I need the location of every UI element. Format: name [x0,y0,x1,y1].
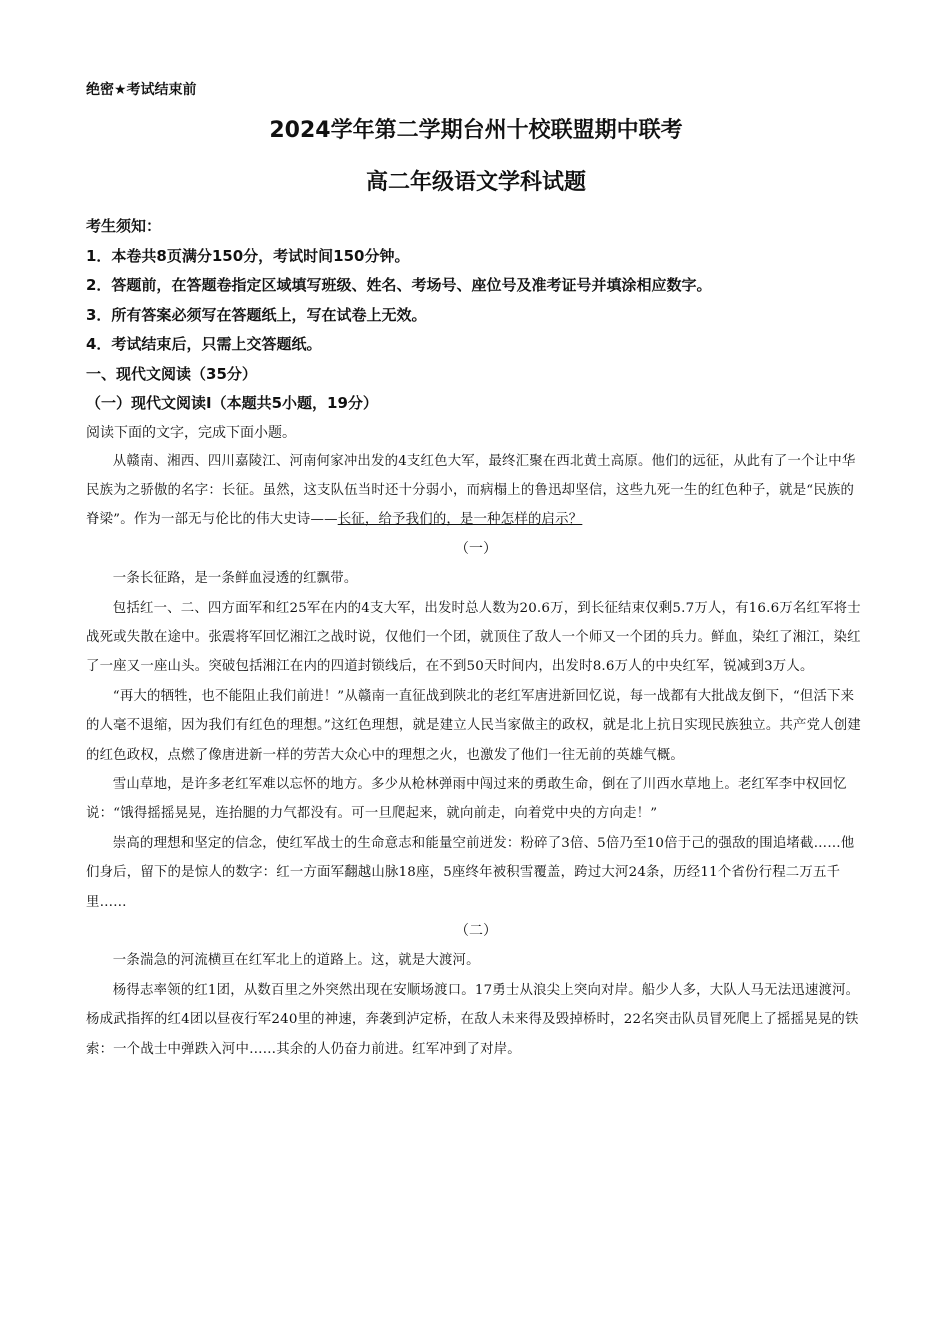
part-one-marker: （一） [455,540,497,557]
notice-item-2: 2．答题前，在答题卷指定区域填写班级、姓名、考场号、座位号及准考证号并填涂相应数字。 [86,276,712,294]
paragraph: 一条湍急的河流横亘在红军北上的道路上。这，就是大渡河。 [112,953,480,969]
subsection-heading: （一）现代文阅读Ⅰ（本题共5小题，19分） [86,394,378,412]
paragraph: 崇高的理想和坚定的信念，使红军战士的生命意志和能量空前迸发：粉碎了3倍、5倍乃至10倍于己的强敌的围追堵截……他们身后，留下的是惊人的数字：红一方面军翻越山脉18座，5座终年被积雪覆盖，跨过大河24条，历经11个省份行程二万五千里…… [86,835,855,910]
notice-item-1: 1．本卷共8页满分150分，考试时间150分钟。 [86,246,410,265]
exam-title: 2024学年第二学期台州十校联盟期中联考 [269,118,683,143]
part-two-marker: （二） [455,923,497,939]
paragraph: 杨得志率领的红1团，从数百里之外突然出现在安顺场渡口。17勇士从浪尖上突向对岸。船少人多，大队人马无法迅速渡河。杨成武指挥的红4团以昼夜行军240里的神速，奔袭到泸定桥，在敌人未来得及毁掉桥时，22名突击队员冒死爬上了摇摇晃晃的铁索：一个战士中弹跌入河中……其余的人仍奋力前进。红军冲到了对岸。 [86,982,860,1057]
paragraph: 包括红一、二、四方面军和红25军在内的4支大军，出发时总人数为20.6万，到长征结束仅剩5.7万人，有16.6万名红军将士战死或失散在途中。张震将军回忆湘江之战时说，仅他们一个团，就顶住了敌人一个师又一个团的兵力。鲜血，染红了湘江，染红了一座又一座山头。突破包括湘江在内的四道封锁线后，在不到50天时间内，出发时8.6万人的中央红军，锐减到3万人。 [86,600,861,675]
paragraph: 一条长征路，是一条鲜血浸透的红飘带。 [112,571,358,587]
lead-paragraph [86,447,866,535]
reading-instruction: 阅读下面的文字，完成下面小题。 [86,424,296,441]
notice-item-3: 3．所有答案必须写在答题纸上，写在试卷上无效。 [86,305,427,324]
exam-page [86,80,866,1064]
notice-item-4: 4．考试结束后，只需上交答题纸。 [86,335,322,353]
notice-heading: 考生须知： [86,217,162,235]
section-heading: 一、现代文阅读（35分） [86,364,257,383]
confidential-mark: 绝密★考试结束前 [86,82,197,98]
paragraph: “再大的牺牲，也不能阻止我们前进！”从赣南一直征战到陕北的老红军唐进新回忆说，每一战都有大批战友倒下，“但活下来的人毫不退缩，因为我们有红色的理想。”这红色理想，就是建立人民当家做主的政权，就是北上抗日实现民族独立。共产党人创建的红色政权，点燃了像唐进新一样的劳苦大众心中的理想之火，也激发了他们一往无前的英雄气概。 [86,688,862,763]
paragraph: 雪山草地，是许多老红军难以忘怀的地方。多少从枪林弹雨中闯过来的勇敢生命，倒在了川西水草地上。老红军李中权回忆说：“饿得摇摇晃晃，连抬腿的力气都没有。可一旦爬起来，就向前走，向着党中央的方向走！” [86,776,847,822]
exam-subtitle: 高二年级语文学科试题 [365,170,586,195]
lead-text: 从赣南、湘西、四川嘉陵江、河南何家冲出发的4支红色大军，最终汇聚在西北黄土高原。他们的远征，从此有了一个让中华民族为之骄傲的名字：长征。虽然，这支队伍当时还十分弱小，而病榻上的鲁迅却坚信，这些九死一生的红色种子，就是“民族的脊梁”。作为一部无与伦比的伟大史诗—— [86,453,856,528]
underlined-question: 长征，给予我们的，是一种怎样的启示？ [337,512,583,528]
